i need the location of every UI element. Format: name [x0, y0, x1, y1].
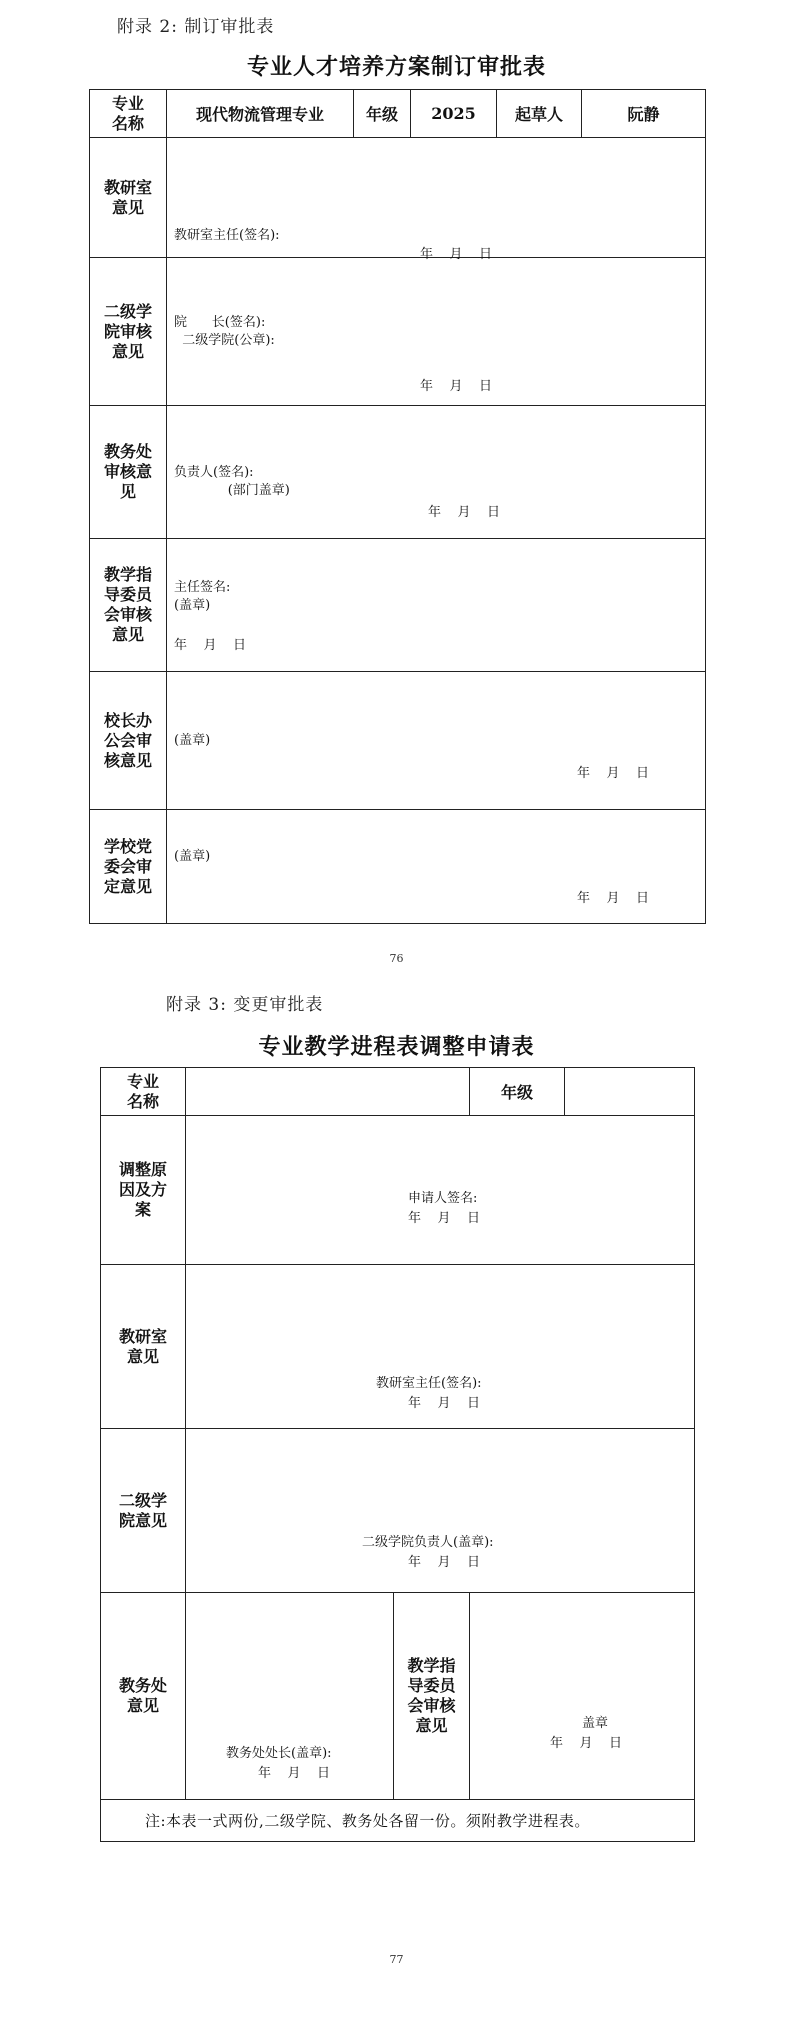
major-name-value[interactable]: 现代物流管理专业: [167, 90, 354, 138]
opinion-cell-steering-committee[interactable]: [470, 1593, 695, 1800]
date-line: 年 月 日: [258, 1766, 331, 1781]
row-label-steering-committee: 教学指 导委员 会审核 意见: [394, 1593, 470, 1800]
row-label-academic-affairs: 教务处 审核意 见: [90, 406, 167, 539]
opinion-cell-academic-affairs[interactable]: [186, 1593, 394, 1800]
date-line: 年 月 日: [428, 505, 501, 520]
grade-value[interactable]: [565, 1068, 695, 1116]
appendix2-title: 专业人才培养方案制订审批表: [246, 54, 546, 80]
date-line: 年 月 日: [408, 1396, 481, 1411]
grade-label: 年级: [470, 1068, 565, 1116]
opinion-cell-college-review[interactable]: [167, 258, 706, 406]
opinion-cell-adjustment-reason[interactable]: [186, 1116, 695, 1265]
schedule-adjustment-table: [100, 1067, 695, 1842]
date-line: 年 月 日: [550, 1736, 623, 1751]
signature-line: 院 长(签名): 二级学院(公章):: [174, 315, 275, 348]
page-number-77: 77: [389, 1953, 404, 1966]
major-name-label: 专业 名称: [90, 90, 167, 138]
revision-approval-table: [89, 89, 706, 924]
row-label-president-office: 校长办 公会审 核意见: [90, 672, 167, 810]
opinion-cell-party-committee[interactable]: [167, 810, 706, 924]
signature-line: 申请人签名:: [408, 1191, 478, 1206]
row-label-academic-affairs: 教务处 意见: [101, 1593, 186, 1800]
footnote: 注:本表一式两份,二级学院、教务处各留一份。须附教学进程表。: [101, 1800, 695, 1842]
opinion-cell-teaching-office[interactable]: [186, 1265, 695, 1429]
row-label-college: 二级学 院意见: [101, 1429, 186, 1593]
signature-line: 教研室主任(签名):: [174, 228, 280, 243]
date-line: 年 月 日: [408, 1211, 481, 1226]
signature-line: 教研室主任(签名):: [376, 1376, 482, 1391]
opinion-cell-teaching-office[interactable]: [167, 138, 706, 262]
opinion-cell-president-office[interactable]: [167, 672, 706, 810]
row-label-teaching-office: 教研室 意见: [90, 138, 167, 258]
row-label-adjustment-reason: 调整原 因及方 案: [101, 1116, 186, 1265]
signature-line: 二级学院负责人(盖章):: [362, 1535, 494, 1550]
drafter-label: 起草人: [497, 90, 582, 138]
signature-line: 教务处处长(盖章):: [226, 1746, 332, 1761]
signature-line: 主任签名: (盖章): [174, 580, 231, 613]
drafter-value[interactable]: 阮静: [582, 90, 706, 138]
major-name-value[interactable]: [186, 1068, 470, 1116]
date-line: 年 月 日: [174, 638, 247, 653]
opinion-cell-steering-committee[interactable]: [167, 539, 706, 672]
date-line: 年 月 日: [577, 766, 650, 781]
major-name-label: 专业 名称: [101, 1068, 186, 1116]
date-line: 年 月 日: [420, 247, 493, 262]
page-number-76: 76: [389, 952, 404, 965]
opinion-cell-college[interactable]: [186, 1429, 695, 1593]
row-label-college-review: 二级学 院审核 意见: [90, 258, 167, 406]
opinion-cell-academic-affairs[interactable]: [167, 406, 706, 539]
grade-label: 年级: [354, 90, 411, 138]
appendix3-label: 附录 3: 变更审批表: [166, 995, 324, 1015]
appendix3-title: 专业教学进程表调整申请表: [258, 1034, 535, 1060]
row-label-party-committee: 学校党 委会审 定意见: [90, 810, 167, 924]
appendix2-label: 附录 2: 制订审批表: [117, 17, 275, 37]
seal-line: (盖章): [174, 733, 211, 748]
seal-line: 盖章: [582, 1716, 609, 1731]
date-line: 年 月 日: [577, 891, 650, 906]
date-line: 年 月 日: [408, 1555, 481, 1570]
signature-line: 负责人(签名): (部门盖章): [174, 465, 290, 498]
row-label-steering-committee: 教学指 导委员 会审核 意见: [90, 539, 167, 672]
grade-value[interactable]: 2025: [411, 90, 497, 138]
row-label-teaching-office: 教研室 意见: [101, 1265, 186, 1429]
seal-line: (盖章): [174, 849, 211, 864]
date-line: 年 月 日: [420, 379, 493, 394]
